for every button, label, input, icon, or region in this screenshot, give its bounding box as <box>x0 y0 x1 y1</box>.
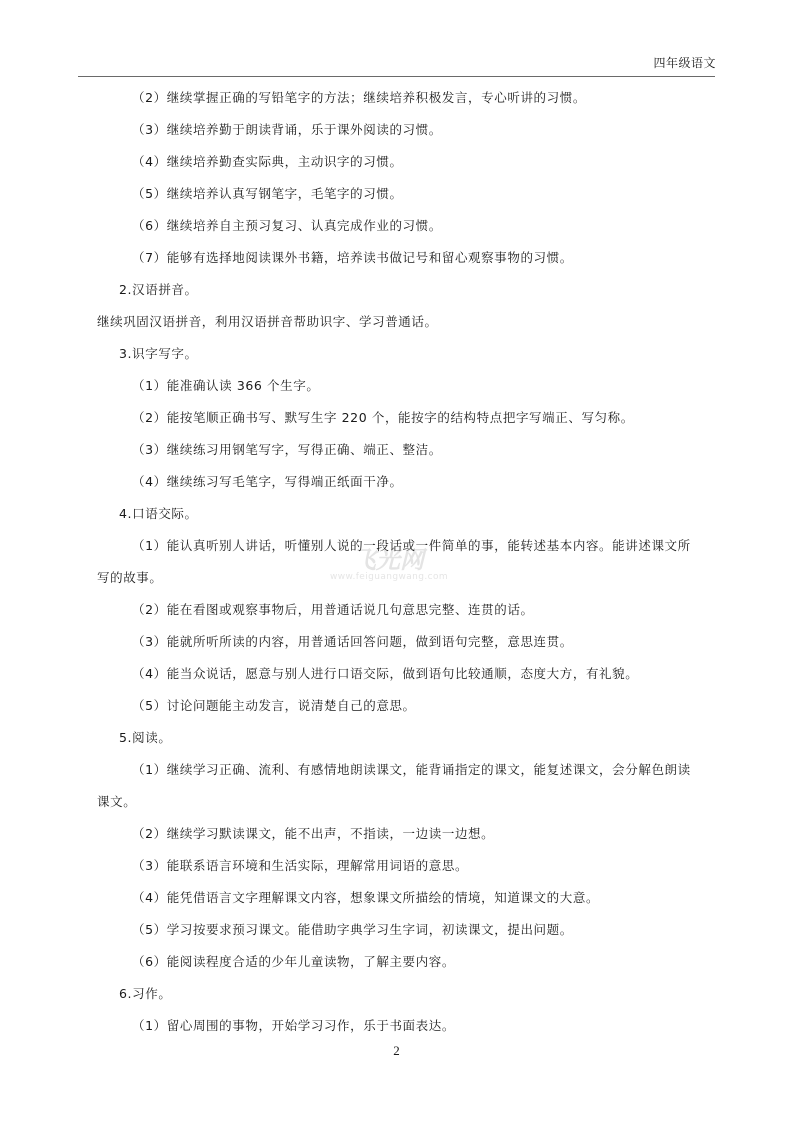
page-header-title: 四年级语文 <box>653 56 716 70</box>
text-line: （6）继续培养自主预习复习、认真完成作业的习惯。 <box>132 218 442 233</box>
watermark-logo <box>318 540 468 590</box>
section-heading: 6.习作。 <box>119 986 172 1001</box>
text-line: （7）能够有选择地阅读课外书籍，培养读书做记号和留心观察事物的习惯。 <box>132 250 573 265</box>
text-line: （4）能当众说话，愿意与别人进行口语交际，做到语句比较通顺，态度大方，有礼貌。 <box>132 666 639 681</box>
text-line: （4）能凭借语言文字理解课文内容，想象课文所描绘的情境，知道课文的大意。 <box>132 890 600 905</box>
text-line: 继续巩固汉语拼音，利用汉语拼音帮助识字、学习普通话。 <box>97 314 438 329</box>
section-heading: 5.阅读。 <box>119 730 172 745</box>
text-line: （4）继续练习写毛笔字，写得端正纸面干净。 <box>132 474 403 489</box>
text-line: （2）继续掌握正确的写铅笔字的方法；继续培养积极发言，专心听讲的习惯。 <box>132 90 586 105</box>
text-line: （1）继续学习正确、流利、有感情地朗读课文，能背诵指定的课文，能复述课文，会分解色朗读 <box>132 762 691 777</box>
text-line: （6）能阅读程度合适的少年儿童读物，了解主要内容。 <box>132 954 455 969</box>
watermark-url: www.feiguangwang.com <box>330 572 449 582</box>
text-line: （3）能联系语言环境和生活实际，理解常用词语的意思。 <box>132 858 469 873</box>
text-line: （5）学习按要求预习课文。能借助字典学习生字词，初读课文，提出问题。 <box>132 922 573 937</box>
text-line: 写的故事。 <box>97 570 163 585</box>
text-line: （2）能按笔顺正确书写、默写生字 220 个，能按字的结构特点把字写端正、写匀称。 <box>132 410 634 425</box>
section-heading: 2.汉语拼音。 <box>119 282 198 297</box>
text-line: （3）继续培养勤于朗读背诵，乐于课外阅读的习惯。 <box>132 122 442 137</box>
text-line: （1）留心周围的事物，开始学习习作，乐于书面表达。 <box>132 1018 455 1033</box>
text-line: （1）能准确认读 366 个生字。 <box>132 378 320 393</box>
text-line: （3）继续练习用钢笔写字，写得正确、端正、整洁。 <box>132 442 442 457</box>
section-heading: 4.口语交际。 <box>119 506 198 521</box>
text-line: （2）能在看图或观察事物后，用普通话说几句意思完整、连贯的话。 <box>132 602 534 617</box>
page-number: 2 <box>393 1043 400 1058</box>
text-line: （3）能就所听所读的内容，用普通话回答问题，做到语句完整，意思连贯。 <box>132 634 573 649</box>
text-line: （5）讨论问题能主动发言，说清楚自己的意思。 <box>132 698 416 713</box>
text-line: （2）继续学习默读课文，能不出声，不指读，一边读一边想。 <box>132 826 495 841</box>
section-heading: 3.识字写字。 <box>119 346 198 361</box>
text-line: （1）能认真听别人讲话，听懂别人说的一段话或一件简单的事，能转述基本内容。能讲述课文所 <box>132 538 691 553</box>
text-line: 课文。 <box>97 794 137 809</box>
text-line: （5）继续培养认真写钢笔字，毛笔字的习惯。 <box>132 186 403 201</box>
watermark-title: 飞光网 <box>352 545 424 574</box>
text-line: （4）继续培养勤查实际典，主动识字的习惯。 <box>132 154 403 169</box>
